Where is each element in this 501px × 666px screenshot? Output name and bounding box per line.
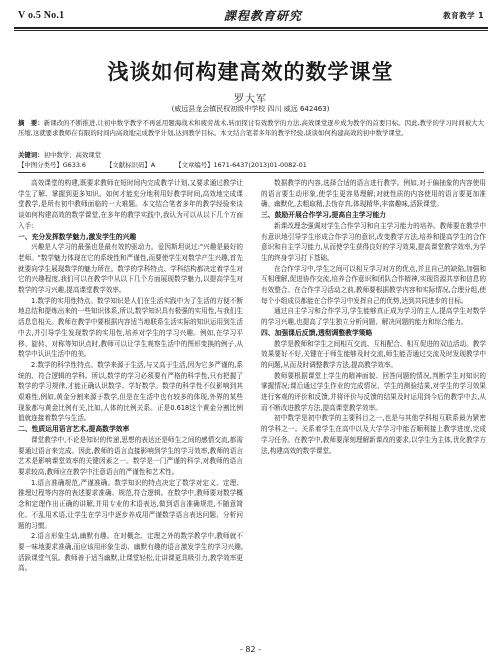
paragraph: 在合作学习中,学生之间可以相互学习对方的优点,并且自己的缺陷,加强和互相理解,促进协作交流,培养合作意识和团队合作精神,实现资源共享和信息的有效整合。在合作学习活动之前,教师要根据教学内容和实际情况,合理分组,使每个小组成员都能在合作学习中发挥自己的优势,达到共同进步的目标。 (261, 264, 486, 305)
keywords (18, 150, 484, 160)
paragraph: 教学是教师和学生之间相互交流、互相配合、相互促进的双边活动。教学效果要好不好,关键在于师生能够及时交流,师生能否通过交流及时发现教学中的问题,从而及时调整教学方法,提高教学效率。 (261, 339, 486, 369)
paragraph: 1.数学的实用性特点。数学知识是人们在生活实践中为了生活的方便不断地总结和提炼出来的一些知识体系,所以,数学知识具有极强的实用性,与我们生活息息相关。教师在教学中要根据内容适当地联系生活实际的知识运用到生活中去,并引导学生发现数学的实用性,培养对学生的学习兴趣。例如,在学习平移、旋转、对称等知识点时,教师可以让学生观察生活中的图形变换的例子,从数学中认识生活中的美。 (18, 296, 243, 359)
classification-row (18, 160, 484, 170)
column-name: 教育教学 1 (443, 11, 484, 20)
document-code: 【文献标识码】A (106, 161, 156, 169)
keywords-label: 关键词： (18, 151, 44, 159)
page-number: - 82 - (239, 645, 262, 654)
volume-label: V o.5 No.1 (18, 10, 65, 21)
article-number: 【文章编号】1671-6437(2013)01-0082-01 (175, 161, 307, 169)
header-rule-thin (14, 30, 488, 31)
paragraph: 通过自主学习和合作学习,学生能够真正成为学习的主人,提高学生对数学的学习兴趣,也提高了学生独立分析问题、解决问题的能力和综合能力。 (261, 307, 486, 327)
paragraph: 2.语言形象生动,幽默有趣。在对概念、定理之外的数学教学中,教师就不要一味地要求准确,而应该用形象生动、幽默有趣的语言激发学生的学习兴趣,活跃课堂气氛。教师善于适当幽默,让课堂轻松,让讲课更具吸引力,教学效率更高。 (18, 532, 243, 573)
author-affiliation: (威远县龙会镇民权初级中学校 四川 威远 642463) (171, 105, 330, 113)
keywords-text: 初中数学；高效课堂 (43, 151, 102, 159)
paragraph: 课堂教学中,不论是知识的传递,思想的表达还是师生之间的感情交流,都需要通过语言来完成。因此,教师的语言直接影响到学生的学习效率,教师的语言艺术是影响课堂效率的关键因素之一。数学是一门严谨的科学,对教师的语言要求较高,教师应在教学中注意语言的严谨性和艺术性。 (18, 435, 243, 476)
classification-rule (18, 172, 484, 173)
paragraph: 教师要根据课堂上学生的精神面貌、回答问题的情况,判断学生对知识的掌握情况;课后通过学生作业的完成情况、学生的测验结果,对学生的学习效果进行客观的评价和反馈,并将评价与反馈的结果及时运用到今后的教学中去,从而不断改进教学方法,提高课堂教学效率。 (261, 371, 486, 412)
paragraph: 兴趣是人学习的最强也是最有效的驱动力。爱因斯坦说过:"兴趣是最好的老师。"数学魅力体现在它的系统性和严谨性,而要使学生对数学产生兴趣,首先就要向学生展现数学的魅力所在。数学的学科特点、学科结构都决定着学生对它的兴趣程度,我们可以在教学中从以下几个方面展现数学魅力,以提高学生对数学的学习兴趣,提高课堂教学效率。 (18, 243, 243, 295)
running-header (14, 5, 488, 27)
abstract (18, 118, 484, 138)
clc-number: 【中图分类号】G633.6 (18, 161, 86, 169)
paragraph: 高效课堂的构建,既要求教师在短时间内完成教学计划,又要求通过教学让学生了解、掌握到更多知识。如何才能充分地利用好教学时间,高效地完成课堂教学,是所有初中教师面临的一大难题。本文结合笔者多年的教学经验来谈谈如何构建高效的数学课堂,在多年的教学实践中,我认为可以从以下几个方面入手: (18, 179, 243, 230)
section-heading: 二、性质运用语言艺术,提高数学效率 (18, 425, 130, 434)
section-heading: 三、鼓励开展合作学习,提高自主学习能力 (261, 211, 386, 220)
paragraph: 初中数学是初中教学的主要科目之一,也是与其他学科相互联系最为紧密的学科之一。关系着学生在高中以及大学学习中能否顺利接上教学进度,完成学习任务。在教学中,教师要深刻理解新课改的要求,以学生为主体,优化教学方法,构建高效的数学课堂。 (261, 414, 486, 455)
journal-name: 課程教育研究 (224, 9, 303, 23)
paragraph: 新课改理念强调对学生合作学习和自主学习能力的培养。教师要在教学中有意识地引导学生形成合作学习的意识,改变教学方法,培养和提高学生的合作意识和自主学习能力,从而使学生获得良好的学习效果,提高课堂教学效率,为学生的终身学习打下基础。 (261, 221, 486, 262)
body-right-column (261, 178, 486, 456)
paragraph: 2.数学的科学性特点。数学来源于生活,与又高于生活,因为它多严谨的,系统的、符合逻辑的学科。所以,数学的学习必须要有严格的科学性,只有把握了数学的学习规律,才能正确认识数学、学好数学。数学的科学性不仅影响到其艰难性,例如,黄金分割来源于数学,但是在生活中也有较多的体现,外界的某些现象都与黄金比例有关,比如,人体的比例关系。正是0.618这个黄金分割比例值就连接着数学与生活。 (18, 360, 243, 423)
header-rule (14, 27, 488, 29)
abstract-text: 新课改的不断推进,让初中数学教学不再延用题海战术和疲劳战术,转而探讨有效教学的方法,高效课堂逐步成为教学的首要目标。因此,教学的学习时间被大大压缩,这就要求教师在有限的时间内高效地完成教学计划,达到教学目标。本文结合笔者多年的教学经验,谈谈如何构建高效的初中数学课堂。 (18, 119, 485, 137)
author-name: 罗大军 (234, 94, 267, 105)
paragraph: 1.语言准确规范,严谨准确。数学知识的特点决定了数学对定义、定理、推理过程等内容的表述要求准确、规范,符合逻辑。在数学中,教师要对数学概念和定理作出正确的讲解,并用专业的术语表达,做到语言准确规范,不随意简化、不乱用术语,让学生在学习中逐步养成用严谨数学语言表达问题、分析问题的习惯。 (18, 478, 243, 530)
paragraph: 数据教学的内容,选择合适的语言进行教学。例如,对于偏抽象的内容使用的语言要生动形象,使学生更容易理解;对就性质的内容使用的语言要更加准确、幽默化,去粗取精,去伪存真,体现精华,丰富趣味,活跃课堂。 (261, 179, 486, 209)
article-title: 浅谈如何构建高效的数学课堂 (107, 60, 394, 84)
section-heading: 四、加强课后反馈,透彻调整教学策略 (261, 328, 373, 337)
body-left-column (18, 178, 243, 574)
section-heading: 一、充分发挥数学魅力,激发学生的兴趣 (18, 232, 137, 241)
abstract-label: 摘 要： (18, 119, 44, 127)
